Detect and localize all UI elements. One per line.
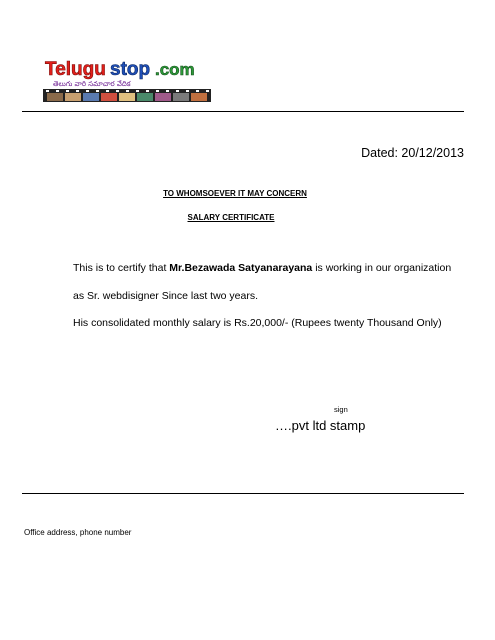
date-text: Dated: 20/12/2013 bbox=[361, 146, 464, 160]
company-logo bbox=[43, 55, 218, 103]
header-divider bbox=[22, 111, 464, 112]
stamp-label: ….pvt ltd stamp bbox=[275, 418, 366, 433]
svg-text:తెలుగు వారి సమాచార వేదిక: తెలుగు వారి సమాచార వేదిక bbox=[53, 80, 131, 88]
sign-label: sign bbox=[334, 405, 348, 414]
footer-divider bbox=[22, 493, 464, 494]
svg-text:stop: stop bbox=[110, 59, 151, 80]
line1-suffix: is working in our organization bbox=[312, 262, 452, 274]
logo-graphic bbox=[43, 55, 218, 103]
line1-prefix: This is to certify that bbox=[73, 262, 170, 274]
certificate-title: SALARY CERTIFICATE bbox=[187, 213, 275, 222]
svg-text:.com: .com bbox=[155, 60, 195, 79]
body-line-2: as Sr. webdisigner Since last two years. bbox=[73, 290, 259, 302]
body-line-1 bbox=[73, 262, 451, 274]
svg-text:Telugu: Telugu bbox=[45, 59, 106, 80]
employee-name: Mr.Bezawada Satyanarayana bbox=[169, 262, 313, 274]
body-line-3: His consolidated monthly salary is Rs.20,000/- (Rupees twenty Thousand Only) bbox=[73, 317, 442, 329]
to-whom-heading: TO WHOMSOEVER IT MAY CONCERN bbox=[163, 189, 307, 198]
office-address: Office address, phone number bbox=[24, 528, 132, 537]
